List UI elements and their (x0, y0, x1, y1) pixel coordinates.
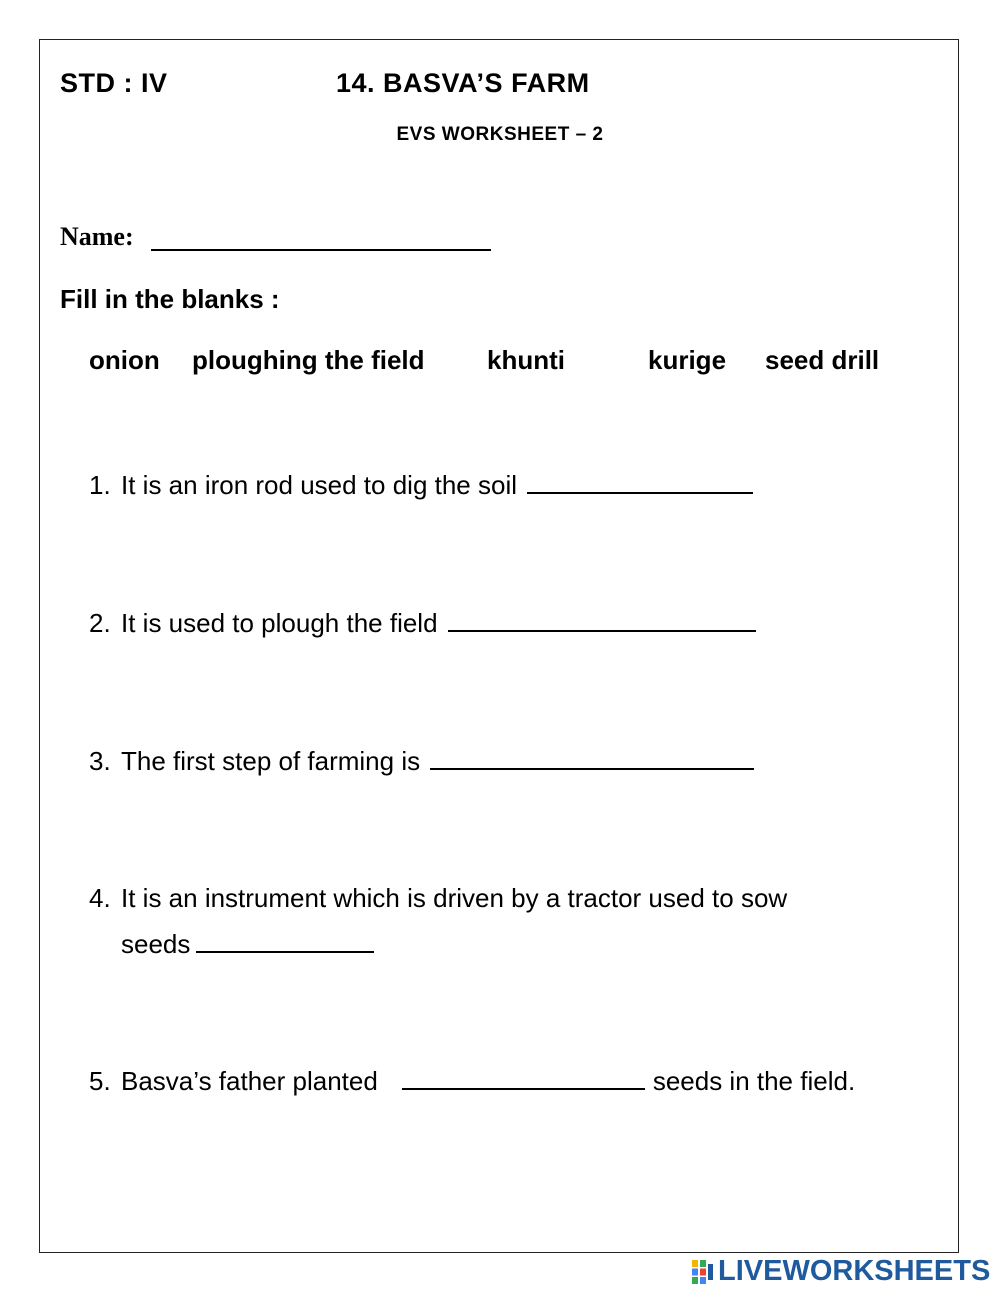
question-number: 1. (89, 470, 111, 500)
word-bank-item: ploughing the field (192, 345, 425, 375)
question-3 (89, 746, 754, 777)
answer-blank[interactable] (402, 1088, 645, 1090)
worksheet-subtitle: EVS WORKSHEET – 2 (396, 124, 604, 145)
name-input-line[interactable] (151, 249, 491, 251)
class-label: STD : IV (60, 68, 168, 98)
question-text: Basva’s father planted (121, 1066, 378, 1096)
question-number: 2. (89, 608, 111, 638)
liveworksheets-logo (692, 1255, 990, 1288)
question-text: The first step of farming is (121, 746, 421, 776)
worksheet-page (39, 39, 959, 1253)
question-text: It is an iron rod used to dig the soil (121, 470, 518, 500)
question-2 (89, 608, 756, 639)
word-bank-item: kurige (648, 345, 727, 375)
question-4-continuation (121, 929, 374, 960)
liveworksheets-logo-icon (692, 1260, 714, 1284)
question-1 (89, 470, 753, 501)
answer-blank[interactable] (196, 951, 374, 953)
name-label: Name: (60, 222, 134, 251)
answer-blank[interactable] (430, 768, 754, 770)
question-4 (89, 883, 787, 914)
worksheet-title: 14. BASVA’S FARM (336, 68, 590, 98)
instruction-text: Fill in the blanks : (60, 284, 280, 314)
question-text: seeds (121, 929, 191, 959)
word-bank-item: onion (89, 345, 160, 375)
word-bank-item: khunti (487, 345, 565, 375)
question-number: 4. (89, 883, 111, 913)
answer-blank[interactable] (527, 492, 753, 494)
question-text-after: seeds in the field. (652, 1066, 856, 1096)
word-bank-item: seed drill (765, 345, 880, 375)
question-5 (89, 1066, 855, 1097)
question-number: 3. (89, 746, 111, 776)
liveworksheets-brand-text: LIVEWORKSHEETS (718, 1255, 991, 1287)
answer-blank[interactable] (448, 630, 756, 632)
question-text: It is an instrument which is driven by a tractor used to sow (121, 883, 788, 913)
question-text: It is used to plough the field (121, 608, 438, 638)
question-number: 5. (89, 1066, 111, 1096)
